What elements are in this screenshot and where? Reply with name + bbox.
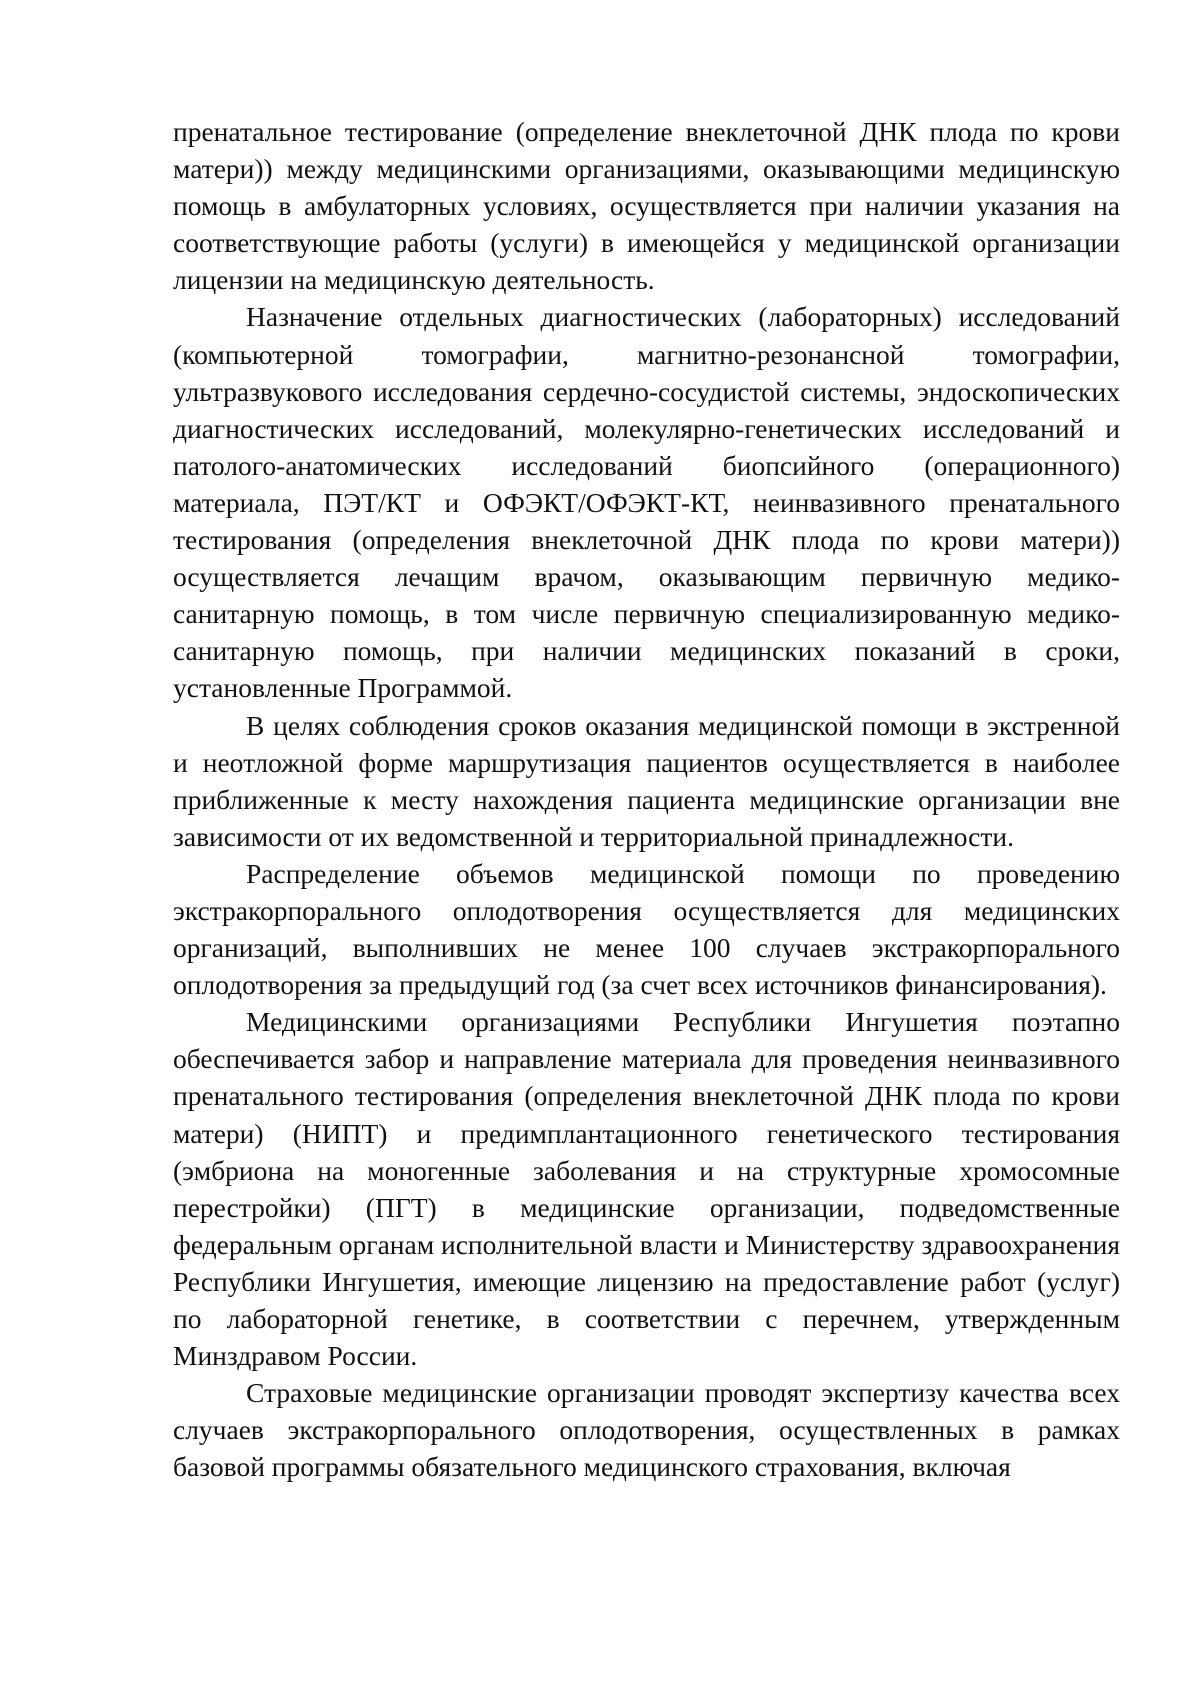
paragraph-diagnostic-assignment: Назначение отдельных диагностических (лабораторных) исследований (компьютерной томографии, магнитно-резонансной томографии, ультразвукового исследования сердечно-сосудистой системы, эндоскопических диагностических исследований, молекулярно-генетических исследований и патолого-анатомических исследований биопсийного (операционного) материала, ПЭТ/КТ и ОФЭКТ/ОФЭКТ-КТ, неинвазивного пренатального тестирования (определения внеклеточной ДНК плода по крови матери)) осуществляется лечащим врачом, оказывающим первичную медико-санитарную помощь, в том числе первичную специализированную медико-санитарную помощь, при наличии медицинских показаний в сроки, установленные Программой.	[173, 301, 1120, 704]
paragraph-emergency-routing: В целях соблюдения сроков оказания медицинской помощи в экстренной и неотложной форме маршрутизация пациентов осуществляется в наиболее приближенные к месту нахождения пациента медицинские организации вне зависимости от их ведомственной и территориальной принадлежности.	[173, 709, 1120, 852]
paragraph-genetic-testing: Медицинскими организациями Республики Ингушетия поэтапно обеспечивается забор и направление материала для проведения неинвазивного пренатального тестирования (определения внеклеточной ДНК плода по крови матери) (НИПТ) и предимплантационного генетического тестирования (эмбриона на моногенные заболевания и на структурные хромосомные перестройки) (ПГТ) в медицинские организации, подведомственные федеральным органам исполнительной власти и Министерству здравоохранения Республики Ингушетия, имеющие лицензию на предоставление работ (услуг) по лабораторной генетике, в соответствии с перечнем, утвержденным Минздравом России.	[173, 1006, 1120, 1372]
paragraph-continuation: пренатальное тестирование (определение внеклеточной ДНК плода по крови матери)) между медицинскими организациями, оказывающими медицинскую помощь в амбулаторных условиях, осуществляется при наличии указания на соответствующие работы (услуги) в имеющейся у медицинской организации лицензии на медицинскую деятельность.	[173, 116, 1120, 296]
paragraph-insurance-expertise: Страховые медицинские организации проводят экспертизу качества всех случаев экстракорпорального оплодотворения, осуществленных в рамках базовой программы обязательного медицинского страхования, включая	[173, 1377, 1120, 1483]
paragraph-ivf-volume-distribution: Распределение объемов медицинской помощи по проведению экстракорпорального оплодотворения осуществляется для медицинских организаций, выполнивших не менее 100 случаев экстракорпорального оплодотворения за предыдущий год (за счет всех источников финансирования).	[173, 857, 1120, 1001]
document-body	[173, 113, 1120, 1485]
